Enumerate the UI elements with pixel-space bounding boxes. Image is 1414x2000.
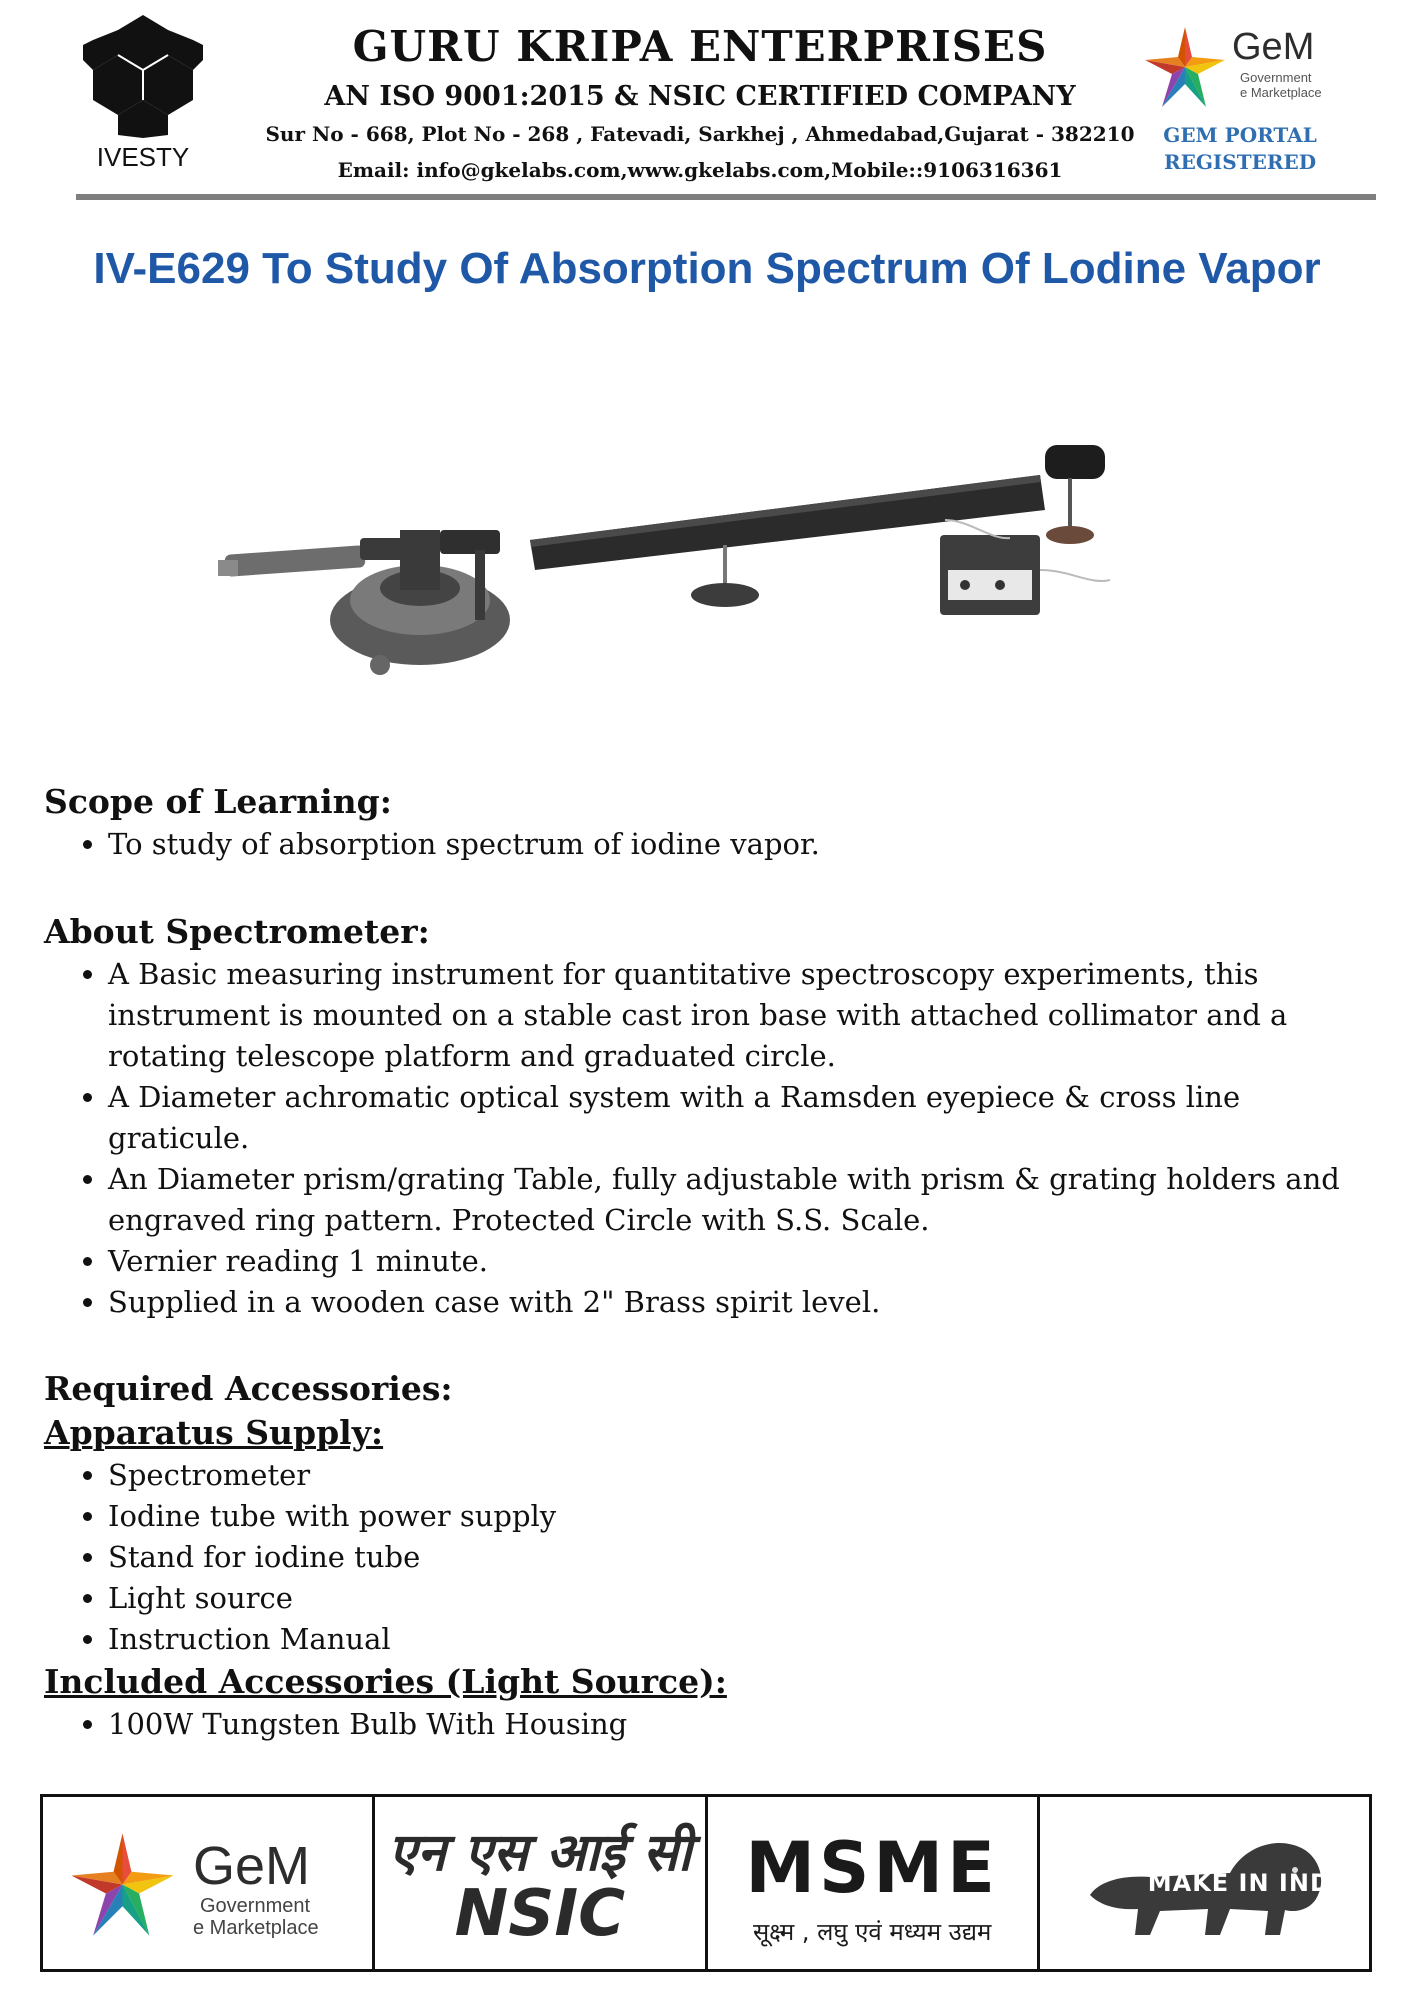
list-item: • Light source	[108, 1578, 1374, 1619]
gem-line1: Government	[1240, 70, 1312, 85]
list-item: • A Diameter achromatic optical system with a Ramsden eyepiece & cross line graticule.	[108, 1077, 1374, 1159]
company-name: GURU KRIPA ENTERPRISES	[352, 22, 1048, 71]
gem-star-icon	[65, 1827, 180, 1942]
footer-gem-text: GeM	[193, 1836, 311, 1896]
footer-gem-line2: e Marketplace	[193, 1917, 319, 1939]
header-divider	[76, 194, 1376, 200]
contact-line: Email: info@gkelabs.com,www.gkelabs.com,Mobile::9106316361	[337, 158, 1063, 182]
footer-nsic-logo	[375, 1797, 707, 1969]
product-title: IV-E629 To Study Of Absorption Spectrum Of Lodine Vapor	[93, 244, 1321, 293]
included-list	[44, 1704, 1374, 1745]
product-photo	[210, 420, 1140, 700]
footer-msme-logo	[708, 1797, 1040, 1969]
list-item: • Iodine tube with power supply	[108, 1496, 1374, 1537]
footer-make-in-india-logo	[1040, 1797, 1369, 1969]
gem-portal-badge	[1140, 22, 1340, 182]
included-heading: Included Accessories (Light Source):	[44, 1662, 727, 1701]
scope-list	[44, 824, 1374, 865]
footer-logos	[40, 1794, 1372, 1972]
gem-portal-text	[1140, 122, 1340, 176]
list-item: • Instruction Manual	[108, 1619, 1374, 1660]
list-item: • A Basic measuring instrument for quantitative spectroscopy experiments, this instrument is mounted on a stable cast iron base with attached collimator and a rotating telescope platform and graduated circle.	[108, 954, 1374, 1077]
make-in-india-text: MAKE IN INDIA	[1147, 1869, 1361, 1897]
apparatus-list	[44, 1455, 1374, 1660]
portal-line1: GEM PORTAL	[1163, 123, 1317, 147]
portal-line2: REGISTERED	[1163, 150, 1317, 174]
about-section	[44, 910, 1374, 1323]
company-block	[250, 22, 1150, 182]
list-item: • To study of absorption spectrum of iodine vapor.	[108, 824, 1374, 865]
required-accessories-section	[44, 1367, 1374, 1745]
brand-name: IVESTY	[96, 142, 190, 172]
nsic-hindi: एन एस आई सी	[388, 1823, 692, 1883]
apparatus-heading: Apparatus Supply:	[44, 1413, 384, 1452]
certification-line: AN ISO 9001:2015 & NSIC CERTIFIED COMPANY	[324, 81, 1076, 112]
footer-gem-logo	[43, 1797, 375, 1969]
msme-hindi: सूक्ष्म , लघु एवं मध्यम उद्यम	[752, 1918, 992, 1946]
footer-gem-line1: Government	[200, 1895, 311, 1917]
list-item: • Spectrometer	[108, 1455, 1374, 1496]
nsic-latin: NSIC	[454, 1877, 626, 1951]
list-item: • 100W Tungsten Bulb With Housing	[108, 1704, 1374, 1745]
ivesty-logo	[78, 10, 208, 175]
gem-line2: e Marketplace	[1240, 85, 1322, 100]
gem-logo-text: GeM	[1232, 26, 1315, 68]
required-heading: Required Accessories:	[44, 1369, 453, 1408]
gem-star-icon	[1140, 22, 1230, 112]
list-item: • Stand for iodine tube	[108, 1537, 1374, 1578]
list-item: • Supplied in a wooden case with 2" Brass spirit level.	[108, 1282, 1374, 1323]
list-item: • An Diameter prism/grating Table, fully adjustable with prism & grating holders and engraved ring pattern. Protected Circle with S.S. Scale.	[108, 1159, 1374, 1241]
scope-heading: Scope of Learning:	[44, 782, 392, 821]
ivesty-cube-icon	[78, 10, 208, 140]
scope-section	[44, 780, 1374, 865]
msme-latin: MSME	[745, 1827, 999, 1909]
about-list	[44, 954, 1374, 1323]
address-line: Sur No - 668, Plot No - 268 , Fatevadi, Sarkhej , Ahmedabad,Gujarat - 382210	[265, 122, 1135, 146]
list-item: • Vernier reading 1 minute.	[108, 1241, 1374, 1282]
about-heading: About Spectrometer:	[44, 912, 430, 951]
